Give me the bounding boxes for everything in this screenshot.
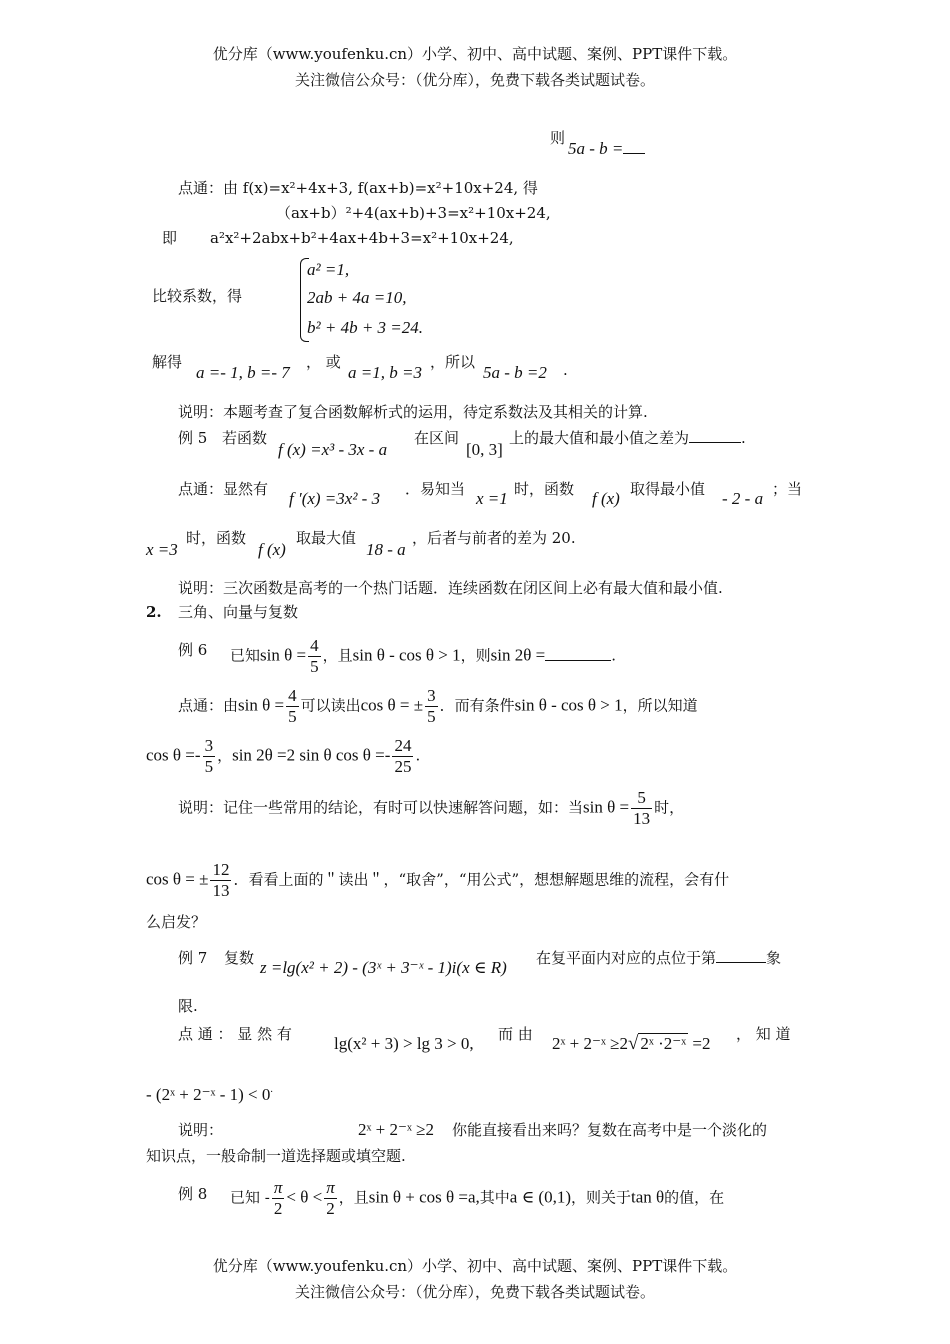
ex8-line: 已知 - $\frac{\pi}{2}$ < θ < $\frac{\pi}{2}$ ，且sin θ + cos θ =a,其中a ∈ (0,1)，则关于tan θ的值，在 <box>230 1178 725 1218</box>
dt5-a: 点通：显然有 <box>178 480 269 498</box>
dt5-x3: x =3 <box>146 540 178 559</box>
section-2-number: 2. <box>146 603 162 621</box>
dt7-inequality-2: 2ˣ + 2⁻ˣ ≥2√ 2ˣ ·2⁻ˣ =2 <box>552 1033 711 1054</box>
ex7-b: 在复平面内对应的点位于第 象 <box>536 949 782 967</box>
note7-a: 说明： <box>178 1121 224 1139</box>
dt5-d: 取得最小值 <box>630 480 706 498</box>
ze-expression: 5a - b = <box>568 139 645 159</box>
dt6-line-2: cos θ =- $\frac{3}{5}$ ，sin 2θ =2 sin θ cos θ =- $\frac{24}{25}$ . <box>146 736 421 776</box>
note6-line-2: cos θ = ± $\frac{12}{13}$ ．看看上面的＂读出＂，“取舍”，“用公式”，想想解题思维的流程，会有什 <box>146 860 730 900</box>
note7-c: 知识点，一般命制一道选择题或填空题. <box>146 1147 406 1165</box>
ji-label: 即 <box>162 229 178 247</box>
ex8-label: 例 8 <box>178 1185 208 1203</box>
note6-line-3: 么启发？ <box>146 913 207 931</box>
solution-3: 5a - b =2 <box>483 363 547 382</box>
ze-label: 则 <box>550 129 566 147</box>
system-eq-2: 2ab + 4a =10, <box>307 288 407 307</box>
ex6-line: 已知sin θ = $\frac{4}{5}$ ，且sin θ - cos θ > 1，则sin 2θ = . <box>230 636 617 676</box>
dt1-line-1: 点通：由 f(x)=x²+4x+3, f(ax+b)=x²+10x+24, 得 <box>178 179 538 197</box>
dt5-min: - 2 - a <box>722 489 764 508</box>
dt7-label: 点 通 ： 显 然 有 <box>178 1025 292 1043</box>
solution-2: a =1, b =3 <box>348 363 422 382</box>
ex5-post: 上的最大值和最小值之差为 . <box>509 429 746 447</box>
dt5-x1: x =1 <box>476 489 508 508</box>
solution-1: a =- 1, b =- 7 <box>196 363 290 382</box>
note7-expression: 2ˣ + 2⁻ˣ ≥2 <box>358 1120 434 1139</box>
dt5-fx-2: f (x) <box>258 540 286 559</box>
dt7-b: 而 由 <box>498 1025 533 1043</box>
dt5-h: ，后者与前者的差为 20. <box>412 529 576 547</box>
note7-b: 你能直接看出来吗？复数在高考中是一个淡化的 <box>452 1121 768 1139</box>
ex6-label: 例 6 <box>178 641 208 659</box>
ex5-function: f (x) =x³ - 3x - a <box>278 440 388 459</box>
solution-period: . <box>563 361 568 379</box>
dt7-c: ， 知 道 <box>736 1025 791 1043</box>
dt5-g: 取最大值 <box>296 529 357 547</box>
footer-line-2: 关注微信公众号：（优分库），免费下载各类试题试卷。 <box>294 1283 655 1301</box>
ex7-expression: z =lg(x² + 2) - (3ˣ + 3⁻ˣ - 1)i(x ∈ R) <box>260 958 507 977</box>
ex5-interval: [0, 3] <box>466 440 503 459</box>
dt5-fx: f (x) <box>592 489 620 508</box>
jiede-label: 解得 <box>152 353 183 371</box>
dt5-max: 18 - a <box>366 540 406 559</box>
note6-line-1: 说明：记住一些常用的结论，有时可以快速解答问题，如：当sin θ = $\frac{5}{13}$ 时， <box>178 788 685 828</box>
note-5: 说明：三次函数是高考的一个热门话题．连续函数在闭区间上必有最大值和最小值. <box>178 579 723 597</box>
dt5-c: 时，函数 <box>514 480 575 498</box>
dt6-line-1: 点通：由sin θ = $\frac{4}{5}$ 可以读出cos θ = ± $\frac{3}{5}$ ．而有条件sin θ - cos θ > 1，所以知道 <box>178 686 698 726</box>
dt5-b: ．易知当 <box>405 480 466 498</box>
dt5-f: 时，函数 <box>186 529 247 547</box>
footer-line-1: 优分库（www.youfenku.cn）小学、初中、高中试题、案例、PPT课件下载。 <box>212 1257 738 1275</box>
ex7-label: 例 7 <box>178 949 208 967</box>
ex5-mid: 在区间 <box>414 429 460 447</box>
dt5-derivative: f ′(x) =3x² - 3 <box>289 489 381 508</box>
header-line-2: 关注微信公众号：（优分库），免费下载各类试题试卷。 <box>294 71 655 89</box>
ex5-label: 例 5 <box>178 429 208 447</box>
dt1-line-2: （ax+b）²+4(ax+b)+3=x²+10x+24, <box>276 204 551 222</box>
dt7-result: - (2ˣ + 2⁻ˣ - 1) < 0. <box>146 1084 273 1104</box>
suoyi-label: ，所以 <box>430 353 476 371</box>
ex5-pre: 若函数 <box>222 429 268 447</box>
header-line-1: 优分库（www.youfenku.cn）小学、初中、高中试题、案例、PPT课件下载。 <box>212 45 738 63</box>
system-eq-3: b² + 4b + 3 =24. <box>307 318 424 337</box>
section-2-title: 三角、向量与复数 <box>178 603 299 621</box>
system-eq-1: a² =1, <box>307 260 350 279</box>
ji-expression: a²x²+2abx+b²+4ax+4b+3=x²+10x+24, <box>210 229 514 247</box>
ex7-d: 限. <box>178 997 198 1015</box>
dt5-e: ；当 <box>772 480 803 498</box>
bijiao-label: 比较系数，得 <box>152 287 243 305</box>
ex7-a: 复数 <box>224 949 255 967</box>
huo-label: ， 或 <box>306 353 341 371</box>
note-1: 说明：本题考查了复合函数解析式的运用，待定系数法及其相关的计算. <box>178 403 648 421</box>
dt7-inequality: lg(x² + 3) > lg 3 > 0, <box>334 1034 474 1053</box>
